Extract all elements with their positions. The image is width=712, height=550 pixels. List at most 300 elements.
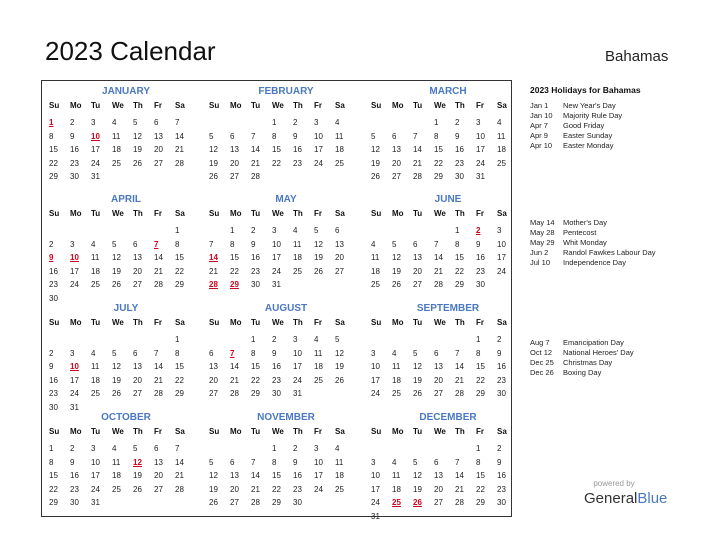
- weekday-header: Mo: [230, 209, 242, 218]
- month-name: JUNE: [434, 194, 462, 205]
- holiday-date: Jan 1: [530, 101, 549, 110]
- day-cell: 18: [335, 471, 344, 480]
- day-cell: 23: [251, 266, 260, 276]
- holiday-date: May 29: [530, 238, 555, 247]
- day-cell: 25: [112, 484, 121, 494]
- day-cell: 21: [175, 471, 184, 480]
- day-cell: 23: [476, 266, 485, 276]
- day-cell: 3: [371, 348, 376, 358]
- day-cell: 13: [133, 253, 142, 262]
- weekday-header: Mo: [70, 209, 82, 218]
- day-cell: 16: [497, 362, 506, 371]
- day-cell: 7: [175, 444, 180, 453]
- day-cell: 10: [371, 471, 380, 480]
- day-cell: 3: [314, 118, 319, 127]
- day-cell: 22: [175, 266, 184, 276]
- day-cell: 10: [497, 239, 506, 249]
- day-cell: 17: [371, 484, 380, 494]
- holiday-day-cell: 7: [154, 239, 159, 249]
- holiday-date: May 14: [530, 218, 555, 227]
- holiday-name: Independence Day: [563, 258, 626, 267]
- day-cell: 10: [371, 362, 380, 371]
- day-cell: 16: [455, 145, 464, 154]
- day-cell: 29: [175, 280, 184, 289]
- day-cell: 27: [413, 280, 422, 289]
- weekday-header: Sa: [335, 427, 345, 436]
- day-cell: 3: [476, 118, 481, 127]
- day-cell: 20: [133, 375, 142, 385]
- holiday-date: Apr 9: [530, 131, 548, 140]
- day-cell: 10: [293, 348, 302, 358]
- day-cell: 22: [455, 266, 464, 276]
- day-cell: 14: [413, 145, 422, 154]
- day-cell: 17: [497, 253, 506, 262]
- day-cell: 6: [230, 131, 235, 141]
- day-cell: 31: [476, 172, 485, 181]
- day-cell: 20: [434, 484, 443, 494]
- day-cell: 6: [133, 348, 138, 358]
- day-cell: 19: [413, 375, 422, 385]
- weekday-header: Sa: [175, 427, 185, 436]
- day-cell: 12: [413, 362, 422, 371]
- weekday-header: We: [434, 427, 446, 436]
- day-cell: 7: [455, 457, 460, 467]
- day-cell: 18: [112, 145, 121, 154]
- day-cell: 4: [335, 118, 340, 127]
- weekday-header: Fr: [476, 209, 484, 218]
- day-cell: 30: [455, 172, 464, 181]
- day-cell: 27: [133, 389, 142, 398]
- day-cell: 14: [251, 145, 260, 154]
- day-cell: 29: [476, 498, 485, 507]
- day-cell: 7: [175, 118, 180, 127]
- day-cell: 20: [392, 158, 401, 168]
- weekday-header: Th: [133, 427, 143, 436]
- day-cell: 3: [497, 226, 502, 235]
- weekday-header: Sa: [335, 318, 345, 327]
- day-cell: 25: [293, 266, 302, 276]
- holiday-day-cell: 10: [70, 362, 79, 371]
- day-cell: 7: [455, 348, 460, 358]
- day-cell: 29: [434, 172, 443, 181]
- day-cell: 31: [91, 498, 100, 507]
- day-cell: 26: [335, 375, 344, 385]
- day-cell: 12: [133, 131, 142, 141]
- weekday-header: Tu: [251, 427, 261, 436]
- day-cell: 31: [293, 389, 302, 398]
- day-cell: 12: [335, 348, 344, 358]
- brand-logo[interactable]: [584, 490, 667, 507]
- weekday-header: We: [272, 209, 284, 218]
- holiday-name: Easter Sunday: [563, 131, 613, 140]
- day-cell: 31: [371, 511, 380, 521]
- day-cell: 18: [314, 362, 323, 371]
- weekday-header: Sa: [335, 101, 345, 110]
- weekday-header: Fr: [154, 318, 162, 327]
- day-cell: 16: [272, 362, 281, 371]
- day-cell: 5: [413, 457, 418, 467]
- day-cell: 9: [49, 362, 54, 371]
- day-cell: 11: [293, 239, 302, 249]
- powered-by-label: powered by: [593, 479, 635, 488]
- day-cell: 14: [455, 471, 464, 480]
- day-cell: 14: [230, 362, 239, 371]
- day-cell: 1: [434, 118, 439, 127]
- holiday-day-cell: 29: [230, 280, 239, 289]
- day-cell: 7: [434, 239, 439, 249]
- day-cell: 22: [434, 158, 443, 168]
- weekday-header: Th: [133, 318, 143, 327]
- day-cell: 30: [70, 498, 79, 507]
- day-cell: 16: [497, 471, 506, 480]
- day-cell: 18: [293, 253, 302, 262]
- day-cell: 9: [272, 348, 277, 358]
- day-cell: 26: [314, 266, 323, 276]
- holiday-date: Dec 25: [530, 358, 554, 367]
- brand-general-text: General: [584, 490, 638, 507]
- day-cell: 21: [413, 158, 422, 168]
- day-cell: 1: [455, 226, 460, 235]
- day-cell: 17: [272, 253, 281, 262]
- day-cell: 5: [209, 131, 214, 141]
- day-cell: 18: [335, 145, 344, 154]
- day-cell: 13: [230, 471, 239, 480]
- weekday-header: Tu: [251, 209, 261, 218]
- holiday-name: Randol Fawkes Labour Day: [563, 248, 656, 257]
- day-cell: 14: [434, 253, 443, 262]
- day-cell: 24: [314, 484, 323, 494]
- holiday-name: Easter Monday: [563, 141, 614, 150]
- day-cell: 28: [154, 389, 163, 398]
- day-cell: 25: [91, 389, 100, 398]
- holiday-date: Jun 2: [530, 248, 549, 257]
- day-cell: 26: [371, 172, 380, 181]
- weekday-header: Fr: [476, 318, 484, 327]
- day-cell: 28: [413, 172, 422, 181]
- day-cell: 6: [133, 239, 138, 249]
- month-name: AUGUST: [264, 303, 308, 314]
- day-cell: 7: [251, 457, 256, 467]
- day-cell: 25: [314, 375, 323, 385]
- day-cell: 2: [70, 444, 75, 453]
- holiday-day-cell: 28: [209, 280, 218, 289]
- day-cell: 27: [434, 498, 443, 507]
- day-cell: 30: [251, 280, 260, 289]
- day-cell: 9: [455, 131, 460, 141]
- day-cell: 11: [112, 131, 121, 141]
- day-cell: 24: [371, 389, 380, 398]
- day-cell: 22: [272, 158, 281, 168]
- day-cell: 11: [392, 471, 401, 480]
- day-cell: 2: [293, 118, 298, 127]
- country-label: Bahamas: [605, 48, 669, 65]
- weekday-header: Tu: [413, 318, 423, 327]
- day-cell: 25: [392, 389, 401, 398]
- day-cell: 24: [371, 498, 380, 507]
- day-cell: 8: [434, 131, 439, 141]
- weekday-header: Sa: [497, 209, 507, 218]
- day-cell: 8: [272, 457, 277, 467]
- day-cell: 11: [112, 457, 121, 467]
- day-cell: 23: [293, 158, 302, 168]
- day-cell: 13: [209, 362, 218, 371]
- day-cell: 6: [154, 118, 159, 127]
- day-cell: 2: [49, 348, 54, 358]
- day-cell: 27: [230, 498, 239, 507]
- day-cell: 19: [371, 158, 380, 168]
- weekday-header: Mo: [70, 427, 82, 436]
- day-cell: 18: [91, 266, 100, 276]
- day-cell: 3: [70, 239, 75, 249]
- day-cell: 22: [49, 158, 58, 168]
- weekday-header: Tu: [91, 318, 101, 327]
- month-name: APRIL: [111, 194, 141, 205]
- day-cell: 9: [497, 348, 502, 358]
- day-cell: 26: [133, 158, 142, 168]
- day-cell: 23: [497, 484, 506, 494]
- day-cell: 15: [49, 145, 58, 154]
- day-cell: 13: [133, 362, 142, 371]
- day-cell: 14: [154, 362, 163, 371]
- day-cell: 10: [91, 457, 100, 467]
- day-cell: 28: [154, 280, 163, 289]
- day-cell: 15: [476, 362, 485, 371]
- day-cell: 30: [272, 389, 281, 398]
- day-cell: 9: [70, 131, 75, 141]
- day-cell: 31: [272, 280, 281, 289]
- day-cell: 11: [335, 457, 344, 467]
- day-cell: 2: [272, 335, 277, 344]
- day-cell: 12: [314, 239, 323, 249]
- day-cell: 13: [230, 145, 239, 154]
- day-cell: 11: [91, 253, 100, 262]
- day-cell: 3: [91, 444, 96, 453]
- day-cell: 25: [335, 484, 344, 494]
- holiday-name: Emancipation Day: [563, 338, 624, 347]
- day-cell: 30: [49, 402, 58, 412]
- day-cell: 1: [251, 335, 256, 344]
- day-cell: 9: [293, 131, 298, 141]
- weekday-header: Fr: [314, 209, 322, 218]
- day-cell: 17: [371, 375, 380, 385]
- weekday-header: Su: [49, 101, 60, 110]
- day-cell: 16: [70, 145, 79, 154]
- day-cell: 2: [251, 226, 256, 235]
- weekday-header: Sa: [497, 427, 507, 436]
- day-cell: 1: [49, 444, 54, 453]
- day-cell: 10: [476, 131, 485, 141]
- day-cell: 18: [392, 484, 401, 494]
- day-cell: 15: [251, 362, 260, 371]
- day-cell: 15: [230, 253, 239, 262]
- day-cell: 2: [49, 239, 54, 249]
- day-cell: 6: [434, 348, 439, 358]
- day-cell: 8: [476, 348, 481, 358]
- day-cell: 5: [112, 239, 117, 249]
- day-cell: 12: [112, 253, 121, 262]
- day-cell: 26: [413, 389, 422, 398]
- day-cell: 1: [272, 118, 277, 127]
- day-cell: 17: [70, 375, 79, 385]
- day-cell: 14: [251, 471, 260, 480]
- day-cell: 15: [49, 471, 58, 480]
- weekday-header: Sa: [497, 318, 507, 327]
- day-cell: 5: [335, 335, 340, 344]
- weekday-header: Mo: [230, 427, 242, 436]
- day-cell: 16: [49, 375, 58, 385]
- holiday-name: Majority Rule Day: [563, 111, 623, 120]
- day-cell: 17: [91, 145, 100, 154]
- weekday-header: Tu: [251, 101, 261, 110]
- day-cell: 21: [251, 158, 260, 168]
- weekday-header: Fr: [314, 318, 322, 327]
- day-cell: 22: [175, 375, 184, 385]
- weekday-header: Sa: [335, 209, 345, 218]
- weekday-header: Tu: [251, 318, 261, 327]
- day-cell: 7: [154, 348, 159, 358]
- day-cell: 21: [455, 375, 464, 385]
- holiday-day-cell: 14: [209, 253, 218, 262]
- weekday-header: Mo: [70, 101, 82, 110]
- day-cell: 21: [251, 484, 260, 494]
- day-cell: 10: [314, 131, 323, 141]
- holiday-date: Apr 7: [530, 121, 548, 130]
- month-name: MARCH: [429, 86, 467, 97]
- day-cell: 1: [476, 444, 481, 453]
- day-cell: 15: [455, 253, 464, 262]
- day-cell: 6: [434, 457, 439, 467]
- day-cell: 22: [272, 484, 281, 494]
- weekday-header: Th: [293, 427, 303, 436]
- day-cell: 3: [70, 348, 75, 358]
- weekday-header: Tu: [91, 209, 101, 218]
- holiday-day-cell: 2: [476, 226, 481, 235]
- holiday-date: Oct 12: [530, 348, 553, 357]
- day-cell: 8: [476, 457, 481, 467]
- weekday-header: Tu: [413, 101, 423, 110]
- day-cell: 11: [335, 131, 344, 141]
- day-cell: 4: [314, 335, 319, 344]
- day-cell: 4: [112, 118, 117, 127]
- day-cell: 31: [91, 172, 100, 181]
- holiday-day-cell: 10: [91, 131, 100, 141]
- day-cell: 4: [335, 444, 340, 453]
- day-cell: 30: [49, 293, 58, 303]
- day-cell: 20: [209, 375, 218, 385]
- day-cell: 19: [112, 375, 121, 385]
- day-cell: 27: [230, 172, 239, 181]
- day-cell: 22: [49, 484, 58, 494]
- day-cell: 20: [230, 158, 239, 168]
- day-cell: 19: [133, 471, 142, 480]
- day-cell: 15: [272, 471, 281, 480]
- weekday-header: We: [112, 101, 124, 110]
- day-cell: 9: [497, 457, 502, 467]
- day-cell: 19: [314, 253, 323, 262]
- weekday-header: Su: [371, 427, 382, 436]
- day-cell: 1: [476, 335, 481, 344]
- day-cell: 4: [497, 118, 502, 127]
- day-cell: 19: [413, 484, 422, 494]
- weekday-header: Th: [293, 101, 303, 110]
- day-cell: 11: [314, 348, 323, 358]
- day-cell: 19: [209, 484, 218, 494]
- day-cell: 20: [154, 145, 163, 154]
- day-cell: 16: [49, 266, 58, 276]
- month-name: JANUARY: [102, 86, 150, 97]
- day-cell: 13: [154, 131, 163, 141]
- day-cell: 9: [70, 457, 75, 467]
- day-cell: 5: [413, 348, 418, 358]
- day-cell: 11: [497, 131, 506, 141]
- weekday-header: Su: [49, 318, 60, 327]
- day-cell: 28: [175, 484, 184, 494]
- weekday-header: Su: [49, 209, 60, 218]
- calendar-grid: [41, 80, 512, 521]
- day-cell: 22: [476, 375, 485, 385]
- day-cell: 19: [392, 266, 401, 276]
- day-cell: 1: [272, 444, 277, 453]
- day-cell: 30: [497, 498, 506, 507]
- day-cell: 12: [209, 471, 218, 480]
- day-cell: 2: [497, 335, 502, 344]
- day-cell: 23: [272, 375, 281, 385]
- day-cell: 22: [251, 375, 260, 385]
- weekday-header: Fr: [154, 101, 162, 110]
- day-cell: 11: [91, 362, 100, 371]
- weekday-header: Th: [455, 318, 465, 327]
- day-cell: 22: [476, 484, 485, 494]
- day-cell: 12: [392, 253, 401, 262]
- day-cell: 6: [154, 444, 159, 453]
- day-cell: 18: [497, 145, 506, 154]
- day-cell: 17: [476, 145, 485, 154]
- day-cell: 17: [91, 471, 100, 480]
- day-cell: 29: [455, 280, 464, 289]
- day-cell: 4: [293, 226, 298, 235]
- day-cell: 5: [133, 118, 138, 127]
- day-cell: 19: [133, 145, 142, 154]
- day-cell: 18: [112, 471, 121, 480]
- weekday-header: Tu: [413, 209, 423, 218]
- day-cell: 24: [476, 158, 485, 168]
- day-cell: 4: [91, 348, 96, 358]
- weekday-header: We: [272, 427, 284, 436]
- weekday-header: Su: [209, 101, 220, 110]
- day-cell: 15: [476, 471, 485, 480]
- holiday-day-cell: 10: [70, 253, 79, 262]
- day-cell: 8: [455, 239, 460, 249]
- month-name: DECEMBER: [419, 412, 477, 423]
- weekday-header: We: [434, 101, 446, 110]
- holiday-name: Mother's Day: [563, 218, 607, 227]
- day-cell: 17: [293, 362, 302, 371]
- day-cell: 24: [272, 266, 281, 276]
- day-cell: 1: [175, 226, 180, 235]
- weekday-header: We: [112, 427, 124, 436]
- weekday-header: Su: [209, 427, 220, 436]
- holiday-day-cell: 25: [392, 498, 401, 507]
- month-name: SEPTEMBER: [416, 303, 480, 314]
- weekday-header: Su: [49, 427, 60, 436]
- day-cell: 17: [314, 145, 323, 154]
- day-cell: 4: [392, 348, 397, 358]
- day-cell: 12: [209, 145, 218, 154]
- holiday-date: Jul 10: [530, 258, 551, 267]
- day-cell: 18: [91, 375, 100, 385]
- day-cell: 8: [49, 131, 54, 141]
- holiday-name: Boxing Day: [563, 368, 602, 377]
